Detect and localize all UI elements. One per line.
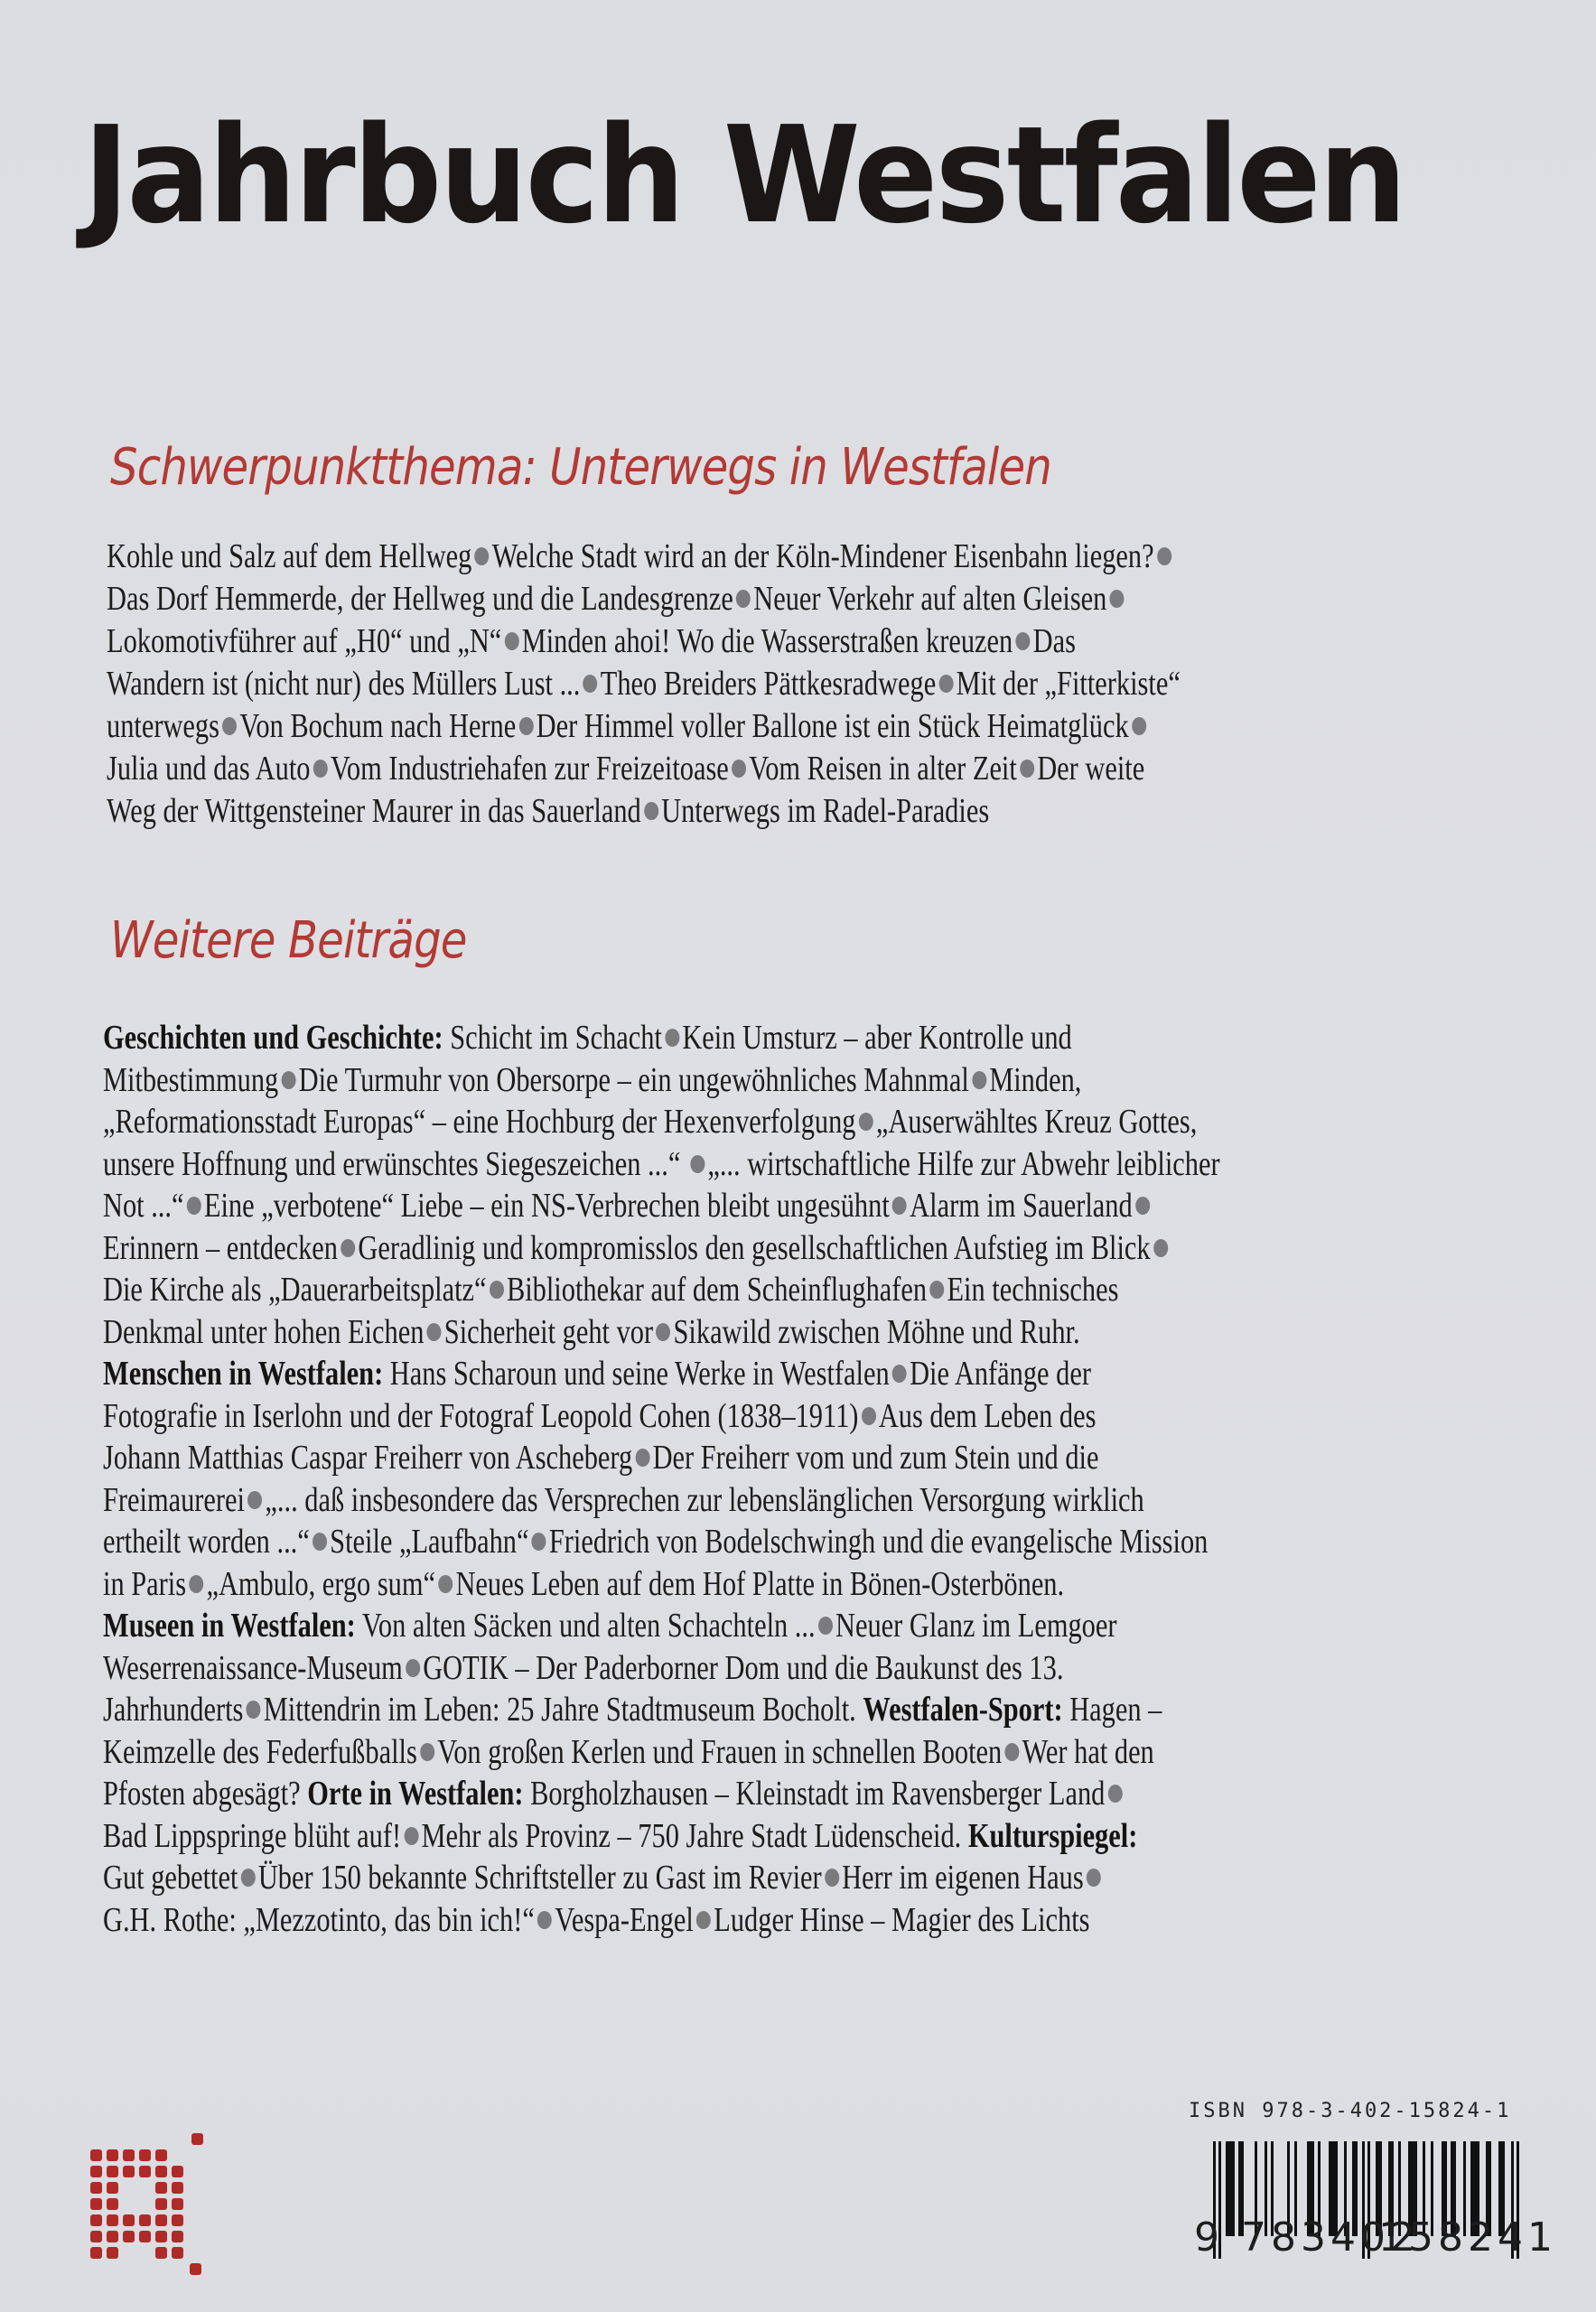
bullet-icon bbox=[665, 1029, 679, 1047]
article-title: Lokomotivführer auf „H0“ und „N“ bbox=[107, 622, 502, 660]
article-title: in Paris bbox=[103, 1564, 187, 1603]
article-title: Geradlinig und kompromisslos den gesellschaftlichen Aufstieg im Blick bbox=[358, 1228, 1151, 1267]
article-title: Von großen Kerlen und Frauen in schnellen Booten bbox=[437, 1732, 1003, 1771]
text-line bbox=[107, 748, 1181, 790]
bullet-icon bbox=[1020, 760, 1034, 778]
article-title: Kohle und Salz auf dem Hellweg bbox=[107, 537, 472, 575]
bullet-icon bbox=[404, 1827, 418, 1845]
bullet-icon bbox=[938, 675, 953, 693]
bullet-icon bbox=[438, 1575, 453, 1593]
article-title: Neuer Verkehr auf alten Gleisen bbox=[753, 580, 1107, 618]
bullet-icon bbox=[475, 547, 490, 565]
bullet-icon bbox=[247, 1491, 262, 1509]
bullet-icon bbox=[189, 1575, 203, 1593]
text-line bbox=[107, 663, 1181, 705]
article-title: Ludger Hinse – Magier des Lichts bbox=[714, 1900, 1090, 1939]
barcode-digit-group-right: 158241 bbox=[1378, 2214, 1557, 2261]
text-line bbox=[103, 1269, 1220, 1311]
article-title: Keimzelle des Federfußballs bbox=[103, 1732, 417, 1771]
bullet-icon bbox=[420, 1743, 434, 1761]
bullet-icon bbox=[929, 1281, 944, 1299]
article-title: Borgholzhausen – Kleinstadt im Ravensberger Land bbox=[530, 1775, 1106, 1813]
article-title: Welche Stadt wird an der Köln-Mindener Eisenbahn liegen? bbox=[491, 537, 1154, 575]
article-title: Wandern ist (nicht nur) des Müllers Lust ... bbox=[107, 665, 581, 703]
article-title: GOTIK – Der Paderborner Dom und die Baukunst des 13. bbox=[423, 1648, 1064, 1687]
bullet-icon bbox=[732, 760, 746, 778]
article-title: Die Turmuhr von Obersorpe – ein ungewöhnliches Mahnmal bbox=[298, 1060, 969, 1099]
bullet-icon bbox=[406, 1659, 420, 1677]
bullet-icon bbox=[427, 1323, 442, 1341]
bullet-icon bbox=[1015, 632, 1030, 650]
article-title: Weserrenaissance-Museum bbox=[103, 1648, 403, 1687]
bullet-icon bbox=[972, 1071, 986, 1089]
text-line bbox=[103, 1017, 1220, 1059]
article-title: Mit der „Fitterkiste“ bbox=[956, 665, 1181, 703]
text-line bbox=[107, 620, 1181, 663]
bullet-icon bbox=[644, 802, 658, 820]
article-title: Weg der Wittgensteiner Maurer in das Sauerland bbox=[107, 792, 641, 830]
article-title: Bibliothekar auf dem Scheinflughafen bbox=[506, 1271, 928, 1309]
article-title: Von Bochum nach Herne bbox=[239, 707, 517, 745]
text-line bbox=[103, 1353, 1220, 1395]
text-line bbox=[103, 1395, 1220, 1438]
bullet-icon bbox=[1087, 1869, 1101, 1887]
category-label: Museen in Westfalen: bbox=[103, 1607, 356, 1645]
article-title: Alarm im Sauerland bbox=[910, 1187, 1133, 1225]
text-line bbox=[107, 790, 1181, 833]
focus-topic-article-list bbox=[107, 536, 1449, 833]
bullet-icon bbox=[825, 1869, 839, 1887]
text-line bbox=[103, 1857, 1220, 1899]
text-line bbox=[103, 1143, 1220, 1186]
article-title: „... wirtschaftliche Hilfe zur Abwehr leiblicher bbox=[707, 1144, 1220, 1183]
article-title: Aus dem Leben des bbox=[878, 1396, 1097, 1435]
bullet-icon bbox=[1004, 1743, 1019, 1761]
article-title: Sicherheit geht vor bbox=[443, 1312, 654, 1351]
bullet-icon bbox=[222, 717, 237, 735]
further-contributions-list bbox=[103, 1017, 1499, 1941]
article-title: Herr im eigenen Haus bbox=[842, 1859, 1084, 1897]
bullet-icon bbox=[1157, 547, 1171, 565]
article-title: Hagen – bbox=[1069, 1691, 1162, 1729]
bullet-icon bbox=[1132, 717, 1146, 735]
article-title: Neues Leben auf dem Hof Platte in Bönen-Osterbönen. bbox=[455, 1564, 1065, 1603]
article-title: Minden ahoi! Wo die Wasserstraßen kreuzen bbox=[521, 622, 1013, 660]
article-title: Theo Breiders Pättkesradwege bbox=[600, 665, 937, 703]
text-line bbox=[103, 1101, 1220, 1143]
bullet-icon bbox=[341, 1239, 355, 1257]
article-title: unsere Hoffnung und erwünschtes Siegeszeichen ...“ bbox=[103, 1144, 681, 1183]
article-title: Gut gebettet bbox=[103, 1859, 238, 1897]
article-title: Johann Matthias Caspar Freiherr von Ascheberg bbox=[103, 1439, 633, 1477]
article-title: „Ambulo, ergo sum“ bbox=[206, 1564, 436, 1603]
article-title: Vespa-Engel bbox=[555, 1900, 694, 1939]
bullet-icon bbox=[583, 675, 598, 693]
bullet-icon bbox=[313, 760, 328, 778]
bullet-icon bbox=[690, 1155, 705, 1173]
text-line bbox=[103, 1311, 1220, 1354]
section-heading-further-contributions: Weitere Beiträge bbox=[110, 911, 467, 970]
bullet-icon bbox=[241, 1869, 256, 1887]
category-label: Geschichten und Geschichte: bbox=[103, 1019, 443, 1057]
text-line bbox=[103, 1815, 1220, 1858]
bullet-icon bbox=[1108, 1785, 1123, 1803]
text-line bbox=[107, 705, 1181, 748]
article-title: Hans Scharoun und seine Werke in Westfalen bbox=[389, 1355, 890, 1393]
article-title: „Auserwähltes Kreuz Gottes, bbox=[875, 1103, 1198, 1141]
text-line bbox=[103, 1437, 1220, 1479]
text-line bbox=[103, 1773, 1220, 1815]
article-title: Eine „verbotene“ Liebe – ein NS-Verbrechen bleibt ungesühnt bbox=[203, 1187, 890, 1225]
text-line bbox=[107, 536, 1181, 578]
bullet-icon bbox=[862, 1407, 876, 1425]
article-title: Vom Reisen in alter Zeit bbox=[749, 750, 1017, 788]
article-title: Not ...“ bbox=[103, 1187, 184, 1225]
article-title: Der Himmel voller Ballone ist ein Stück Heimatglück bbox=[536, 707, 1129, 745]
bullet-icon bbox=[736, 590, 751, 608]
article-title: Der Freiherr vom und zum Stein und die bbox=[652, 1439, 1099, 1477]
article-title: Schicht im Schacht bbox=[450, 1019, 662, 1057]
text-line bbox=[103, 1899, 1220, 1942]
article-title: Friedrich von Bodelschwingh und die evangelische Mission bbox=[548, 1523, 1209, 1561]
article-title: ertheilt worden ...“ bbox=[103, 1523, 310, 1561]
article-title: Ein technisches bbox=[947, 1271, 1119, 1309]
bullet-icon bbox=[518, 717, 533, 735]
bullet-icon bbox=[1153, 1239, 1168, 1257]
article-title: Die Kirche als „Dauerarbeitsplatz“ bbox=[103, 1271, 487, 1309]
article-title: Bad Lippspringe blüht auf! bbox=[103, 1816, 402, 1855]
category-label: Kulturspiegel: bbox=[967, 1816, 1138, 1855]
bullet-icon bbox=[504, 632, 518, 650]
article-title: Der weite bbox=[1037, 750, 1145, 788]
article-title: Jahrhunderts bbox=[103, 1691, 244, 1729]
category-label: Westfalen-Sport: bbox=[863, 1691, 1063, 1729]
article-title: Freimaurerei bbox=[103, 1480, 245, 1519]
barcode-digit-prefix: 9 bbox=[1194, 2214, 1224, 2261]
article-title: Die Anfänge der bbox=[910, 1355, 1091, 1393]
bullet-icon bbox=[696, 1911, 711, 1929]
bullet-icon bbox=[1110, 590, 1125, 608]
article-title: Mittendrin im Leben: 25 Jahre Stadtmuseum Bocholt. bbox=[263, 1691, 856, 1729]
article-title: Mehr als Provinz – 750 Jahre Stadt Lüdenscheid. bbox=[421, 1816, 962, 1855]
bullet-icon bbox=[313, 1533, 327, 1551]
article-title: Unterwegs im Radel-Paradies bbox=[661, 792, 990, 830]
text-line bbox=[103, 1605, 1220, 1647]
bullet-icon bbox=[1135, 1197, 1150, 1215]
category-label: Orte in Westfalen: bbox=[307, 1775, 524, 1813]
text-line bbox=[103, 1563, 1220, 1606]
article-title: „... daß insbesondere das Versprechen zur lebenslänglichen Versorgung wirklich bbox=[265, 1480, 1144, 1519]
text-line bbox=[103, 1647, 1220, 1690]
article-title: Mitbestimmung bbox=[103, 1060, 279, 1099]
text-line bbox=[103, 1479, 1220, 1522]
text-line bbox=[103, 1059, 1220, 1102]
text-line bbox=[103, 1731, 1220, 1774]
bullet-icon bbox=[537, 1911, 552, 1929]
category-label: Menschen in Westfalen: bbox=[103, 1355, 384, 1393]
text-line bbox=[103, 1185, 1220, 1227]
article-title: „Reformationsstadt Europas“ – eine Hochburg der Hexenverfolgung bbox=[103, 1103, 856, 1141]
article-title: Sikawild zwischen Möhne und Ruhr. bbox=[673, 1312, 1080, 1351]
isbn-label: ISBN 978-3-402-15824-1 bbox=[1189, 2100, 1512, 2122]
article-title: Steile „Laufbahn“ bbox=[330, 1523, 529, 1561]
text-line bbox=[103, 1689, 1220, 1731]
article-title: Fotografie in Iserlohn und der Fotograf Leopold Cohen (1838–1911) bbox=[103, 1396, 859, 1435]
bullet-icon bbox=[281, 1071, 295, 1089]
publisher-logo-icon bbox=[90, 2131, 208, 2276]
article-title: G.H. Rothe: „Mezzotinto, das bin ich!“ bbox=[103, 1900, 535, 1939]
text-line bbox=[103, 1227, 1220, 1270]
section-heading-focus-topic: Schwerpunktthema: Unterwegs in Westfalen bbox=[110, 438, 1051, 497]
bullet-icon bbox=[892, 1365, 907, 1383]
bullet-icon bbox=[247, 1701, 261, 1719]
article-title: Erinnern – entdecken bbox=[103, 1228, 338, 1267]
bullet-icon bbox=[532, 1533, 546, 1551]
article-title: Minden, bbox=[989, 1060, 1082, 1099]
article-title: Kein Umsturz – aber Kontrolle und bbox=[682, 1019, 1072, 1057]
bullet-icon bbox=[818, 1617, 833, 1635]
bullet-icon bbox=[892, 1197, 907, 1215]
article-title: Das Dorf Hemmerde, der Hellweg und die Landesgrenze bbox=[107, 580, 733, 618]
bullet-icon bbox=[859, 1113, 873, 1131]
text-line bbox=[107, 578, 1181, 620]
article-title: Denkmal unter hohen Eichen bbox=[103, 1312, 425, 1351]
article-title: Vom Industriehafen zur Freizeitoase bbox=[330, 750, 729, 788]
bullet-icon bbox=[635, 1449, 649, 1467]
text-line bbox=[103, 1521, 1220, 1563]
book-title: Jahrbuch Westfalen bbox=[83, 98, 1405, 253]
barcode-digit-group-left: 783402 bbox=[1241, 2214, 1420, 2261]
bullet-icon bbox=[656, 1323, 670, 1341]
article-title: Das bbox=[1032, 622, 1076, 660]
article-title: Neuer Glanz im Lemgoer bbox=[835, 1607, 1117, 1645]
article-title: Von alten Säcken und alten Schachteln ... bbox=[361, 1607, 816, 1645]
article-title: Pfosten abgesägt? bbox=[103, 1775, 301, 1813]
article-title: Über 150 bekannte Schriftsteller zu Gast im Revier bbox=[257, 1859, 822, 1897]
bullet-icon bbox=[187, 1197, 201, 1215]
article-title: unterwegs bbox=[107, 707, 219, 745]
article-title: Wer hat den bbox=[1022, 1732, 1154, 1771]
article-title: Julia und das Auto bbox=[107, 750, 311, 788]
bullet-icon bbox=[490, 1281, 504, 1299]
